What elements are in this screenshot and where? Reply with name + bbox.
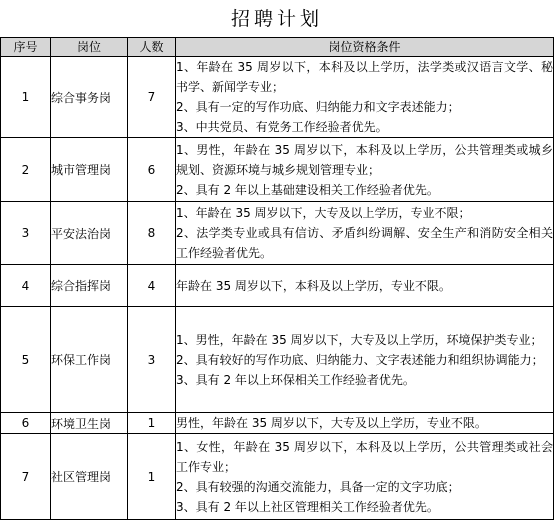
requirement-line: 2、具有较强的沟通交流能力，具备一定的文字功底； [176,479,460,494]
row-requirements [176,413,554,434]
requirement-line: 2、法学类专业或具有信访、矛盾纠纷调解、安全生产和消防安全相关工作经验者优先。 [176,226,553,260]
row-num: 4 [1,265,51,307]
row-num: 2 [1,138,51,202]
row-count: 3 [128,307,176,413]
requirement-line: 1、年龄在 35 周岁以下，大专及以上学历，专业不限； [176,206,471,220]
requirement-line: 1、女性，年龄在 35 周岁以下，本科及以上学历，公共管理类或社会工作专业； [176,439,553,474]
row-num: 1 [1,57,51,138]
table-row [1,138,554,202]
requirement-line: 3、具有 2 年以上社区管理相关工作经验者优先。 [176,499,439,514]
recruitment-table [0,37,554,520]
row-position: 社区管理岗 [51,434,128,520]
row-position: 城市管理岗 [51,138,128,202]
row-count: 1 [128,413,176,434]
row-count: 7 [128,57,176,138]
requirement-line: 2、具有 2 年以上基础建设相关工作经验者优先。 [176,182,439,197]
row-requirements [176,138,554,202]
requirement-line: 1、男性，年龄在 35 周岁以下，本科及以上学历，公共管理类或城乡规划、资源环境与城乡规划管理专业； [176,142,553,177]
table-row [1,434,554,520]
header-count: 人数 [128,38,176,57]
requirement-line: 年龄在 35 周岁以下，本科及以上学历，专业不限。 [176,278,451,293]
header-row [1,38,554,57]
row-position: 综合事务岗 [51,57,128,138]
row-position: 环保工作岗 [51,307,128,413]
row-num: 5 [1,307,51,413]
table-row [1,202,554,265]
row-position: 平安法治岗 [51,202,128,265]
header-position: 岗位 [51,38,128,57]
row-requirements [176,434,554,520]
table-row [1,413,554,434]
row-requirements [176,307,554,413]
requirement-line: 3、具有 2 年以上环保相关工作经验者优先。 [176,372,415,387]
requirement-line: 1、男性，年龄在 35 周岁以下，大专及以上学历，环境保护类专业； [176,332,543,347]
table-row [1,265,554,307]
row-position: 综合指挥岗 [51,265,128,307]
row-count: 4 [128,265,176,307]
row-count: 1 [128,434,176,520]
requirement-line: 1、年龄在 35 周岁以下，本科及以上学历，法学类或汉语言文学、秘书学、新闻学专业； [176,60,553,94]
row-count: 8 [128,202,176,265]
row-num: 3 [1,202,51,265]
requirement-line: 男性，年龄在 35 周岁以下，大专及以上学历，专业不限。 [176,416,487,430]
requirement-line: 2、具有一定的写作功底、归纳能力和文字表述能力； [176,100,460,114]
page-title: 招聘计划 [230,8,323,30]
row-requirements [176,202,554,265]
row-count: 6 [128,138,176,202]
table-row [1,57,554,138]
row-requirements [176,57,554,138]
header-requirements: 岗位资格条件 [176,38,554,57]
row-requirements [176,265,554,307]
requirement-line: 2、具有较好的写作功底、归纳能力、文字表述能力和组织协调能力； [176,352,544,367]
requirement-line: 3、中共党员、有党务工作经验者优先。 [176,120,388,134]
header-num: 序号 [1,38,51,57]
row-num: 7 [1,434,51,520]
table-row [1,307,554,413]
row-num: 6 [1,413,51,434]
row-position: 环境卫生岗 [51,413,128,434]
